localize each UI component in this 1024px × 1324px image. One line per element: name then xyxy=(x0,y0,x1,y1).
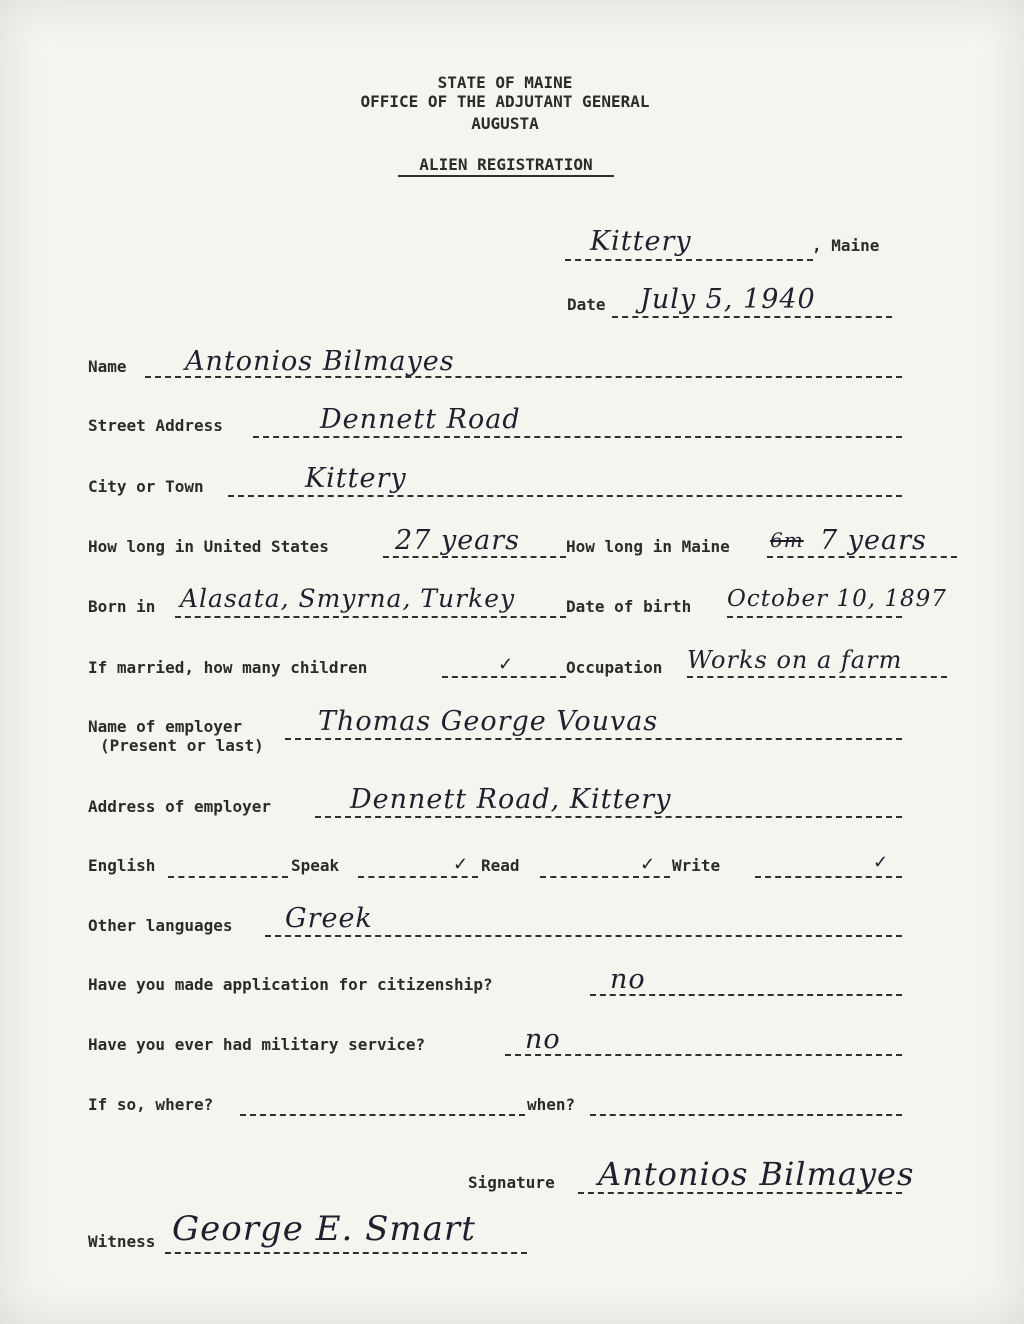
form-title: ALIEN REGISTRATION xyxy=(398,157,614,177)
citizenship-label: Have you made application for citizenship? xyxy=(88,975,493,994)
other-languages-value: Greek xyxy=(285,903,373,934)
city-label: City or Town xyxy=(88,477,204,496)
when-label: when? xyxy=(527,1095,576,1114)
other-languages-line xyxy=(265,935,902,937)
date-line xyxy=(612,316,892,318)
where-line xyxy=(240,1114,525,1116)
read-line xyxy=(540,876,670,878)
town-line xyxy=(565,259,813,261)
children-value: ✓ xyxy=(498,654,515,675)
read-label: Read xyxy=(481,856,520,875)
where-label: If so, where? xyxy=(88,1095,214,1114)
write-value: ✓ xyxy=(873,852,890,873)
maine-label: , Maine xyxy=(812,236,880,255)
city-line xyxy=(228,495,902,497)
signature-label: Signature xyxy=(468,1173,555,1192)
born-in-label: Born in xyxy=(88,597,156,616)
born-in-value: Alasata, Smyrna, Turkey xyxy=(180,584,516,613)
town-value: Kittery xyxy=(590,226,692,257)
speak-line xyxy=(358,876,478,878)
date-value: July 5, 1940 xyxy=(640,284,816,315)
write-line xyxy=(755,876,902,878)
employer-line xyxy=(285,738,902,740)
date-label: Date xyxy=(567,295,606,314)
english-line xyxy=(168,876,288,878)
other-languages-label: Other languages xyxy=(88,916,233,935)
employer-label: Name of employer xyxy=(88,717,243,736)
military-label: Have you ever had military service? xyxy=(88,1035,426,1054)
street-value: Dennett Road xyxy=(320,404,521,435)
military-line xyxy=(505,1054,902,1056)
witness-line xyxy=(165,1252,527,1254)
signature-value: Antonios Bilmayes xyxy=(598,1155,915,1193)
us-duration-line xyxy=(383,556,566,558)
occupation-label: Occupation xyxy=(566,658,663,677)
employer-address-value: Dennett Road, Kittery xyxy=(350,784,672,815)
employer-address-label: Address of employer xyxy=(88,797,272,816)
write-label: Write xyxy=(672,856,721,875)
occupation-line xyxy=(687,676,947,678)
city-value: Kittery xyxy=(305,463,407,494)
speak-value: ✓ xyxy=(453,854,470,875)
street-label: Street Address xyxy=(88,416,223,435)
birth-date-value: October 10, 1897 xyxy=(727,586,947,612)
read-value: ✓ xyxy=(640,854,657,875)
header-city: AUGUSTA xyxy=(471,114,539,133)
witness-value: George E. Smart xyxy=(172,1209,476,1249)
us-duration-label: How long in United States xyxy=(88,537,329,556)
birth-date-label: Date of birth xyxy=(566,597,692,616)
name-value: Antonios Bilmayes xyxy=(185,346,455,377)
us-duration-value: 27 years xyxy=(395,525,521,556)
born-in-line xyxy=(175,616,566,618)
children-label: If married, how many children xyxy=(88,658,368,677)
occupation-value: Works on a farm xyxy=(687,646,903,674)
street-line xyxy=(253,436,902,438)
employer-sublabel: (Present or last) xyxy=(100,736,264,755)
citizenship-value: no xyxy=(610,964,646,995)
header-state: STATE OF MAINE xyxy=(437,73,573,92)
header-office: OFFICE OF THE ADJUTANT GENERAL xyxy=(360,92,650,111)
employer-value: Thomas George Vouvas xyxy=(318,706,659,737)
children-line xyxy=(442,676,566,678)
maine-duration-label: How long in Maine xyxy=(566,537,730,556)
english-label: English xyxy=(88,856,156,875)
military-value: no xyxy=(525,1024,561,1055)
birth-date-line xyxy=(727,616,902,618)
when-line xyxy=(590,1114,902,1116)
witness-label: Witness xyxy=(88,1232,156,1251)
name-label: Name xyxy=(88,357,127,376)
maine-duration-struck: 6m xyxy=(770,528,804,552)
employer-address-line xyxy=(315,816,902,818)
maine-duration-value: 7 years xyxy=(820,525,927,556)
speak-label: Speak xyxy=(291,856,340,875)
maine-duration-line xyxy=(767,556,957,558)
